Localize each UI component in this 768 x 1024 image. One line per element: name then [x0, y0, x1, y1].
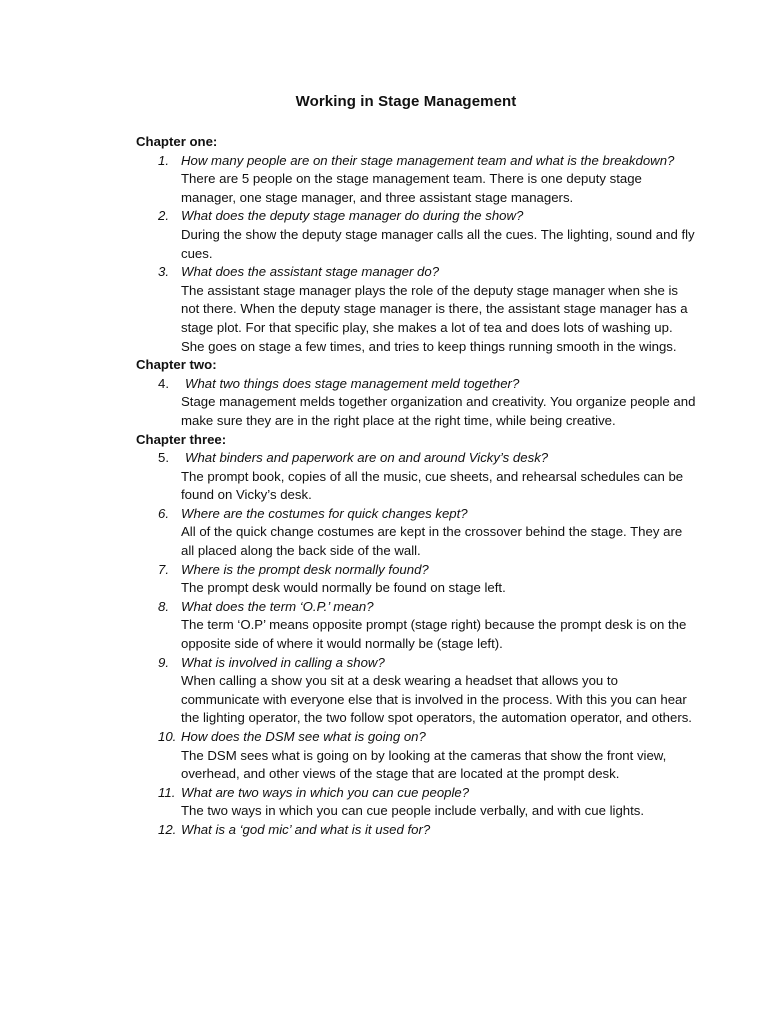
question-item-5: [136, 449, 696, 505]
item-number: 8.: [158, 598, 169, 614]
question-text: What is a ‘god mic’ and what is it used for?: [181, 821, 431, 837]
item-number: 5.: [158, 450, 169, 466]
question-text: What binders and paperwork are on and around Vicky’s desk?: [185, 450, 549, 466]
answer-text: The assistant stage manager plays the role of the deputy stage manager when she is not there. When the deputy stage manager is there, the assistant stage manager has a stage plot. For that specific play, she makes a lot of tea and does lots of washing up. She goes on stage a few times, and tries to keep things running smooth in the wings.: [181, 282, 688, 354]
answer-text: When calling a show you sit at a desk wearing a headset that allows you to communicate with everyone else that is involved in the process. With this you can hear the lighting operator, the two follow spot operators, the automation operator, and others.: [181, 673, 692, 726]
question-text: What is involved in calling a show?: [181, 654, 385, 670]
question-text: What does the assistant stage manager do?: [181, 264, 440, 280]
question-text: How many people are on their stage management team and what is the breakdown?: [181, 152, 675, 168]
question-item-8: [136, 598, 696, 654]
item-number: 12.: [158, 821, 177, 837]
answer-text: The DSM sees what is going on by looking at the cameras that show the front view, overhead, and other views of the stage that are located at the prompt desk.: [181, 747, 667, 782]
answer-text: During the show the deputy stage manager calls all the cues. The lighting, sound and fly cues.: [181, 226, 695, 261]
chapter-heading: Chapter two:: [136, 357, 217, 373]
chapter-heading: Chapter one:: [136, 134, 218, 149]
answer-text: The prompt desk would normally be found on stage left.: [181, 580, 506, 596]
question-item-12: [136, 821, 696, 840]
item-number: 2.: [158, 208, 169, 224]
question-item-1: [136, 152, 696, 208]
document-body: [136, 133, 696, 840]
question-item-4: [136, 375, 696, 431]
question-text: How does the DSM see what is going on?: [181, 729, 426, 744]
answer-text: There are 5 people on the stage management team. There is one deputy stage manager, one stage manager, and three assistant stage managers.: [181, 171, 642, 205]
question-text: What does the term ‘O.P.’ mean?: [181, 598, 374, 614]
item-number: 1.: [158, 152, 169, 168]
answer-text: All of the quick change costumes are kept in the crossover behind the stage. They are all placed along the back side of the wall.: [181, 524, 683, 559]
question-text: Where are the costumes for quick changes kept?: [181, 505, 468, 521]
question-text: Where is the prompt desk normally found?: [181, 561, 429, 577]
item-number: 4.: [158, 375, 169, 391]
item-number: 10.: [158, 729, 177, 744]
answer-text: The two ways in which you can cue people include verbally, and with cue lights.: [181, 803, 645, 819]
question-item-11: [136, 784, 696, 821]
question-text: What two things does stage management meld together?: [185, 375, 520, 391]
item-number: 9.: [158, 654, 169, 670]
item-number: 6.: [158, 505, 169, 521]
question-item-2: [136, 207, 696, 263]
chapter-heading: Chapter three:: [136, 431, 227, 447]
item-number: 3.: [158, 264, 169, 280]
item-number: 11.: [158, 784, 176, 800]
answer-text: Stage management melds together organization and creativity. You organize people and make sure they are in the right place at the right time, while being creative.: [181, 394, 696, 428]
question-item-3: [136, 263, 696, 356]
question-text: What are two ways in which you can cue people?: [181, 784, 470, 800]
question-item-7: [136, 561, 696, 598]
answer-text: The prompt book, copies of all the music, cue sheets, and rehearsal schedules can be found on Vicky’s desk.: [181, 468, 684, 503]
item-number: 7.: [158, 561, 169, 577]
answer-text: The term ‘O.P’ means opposite prompt (stage right) because the prompt desk is on the opposite side of where it would normally be (stage left).: [181, 617, 687, 652]
question-text: What does the deputy stage manager do during the show?: [181, 208, 524, 224]
question-item-10: [136, 728, 696, 784]
document-title: Working in Stage Management: [295, 93, 517, 110]
question-item-6: [136, 505, 696, 561]
question-item-9: [136, 654, 696, 728]
